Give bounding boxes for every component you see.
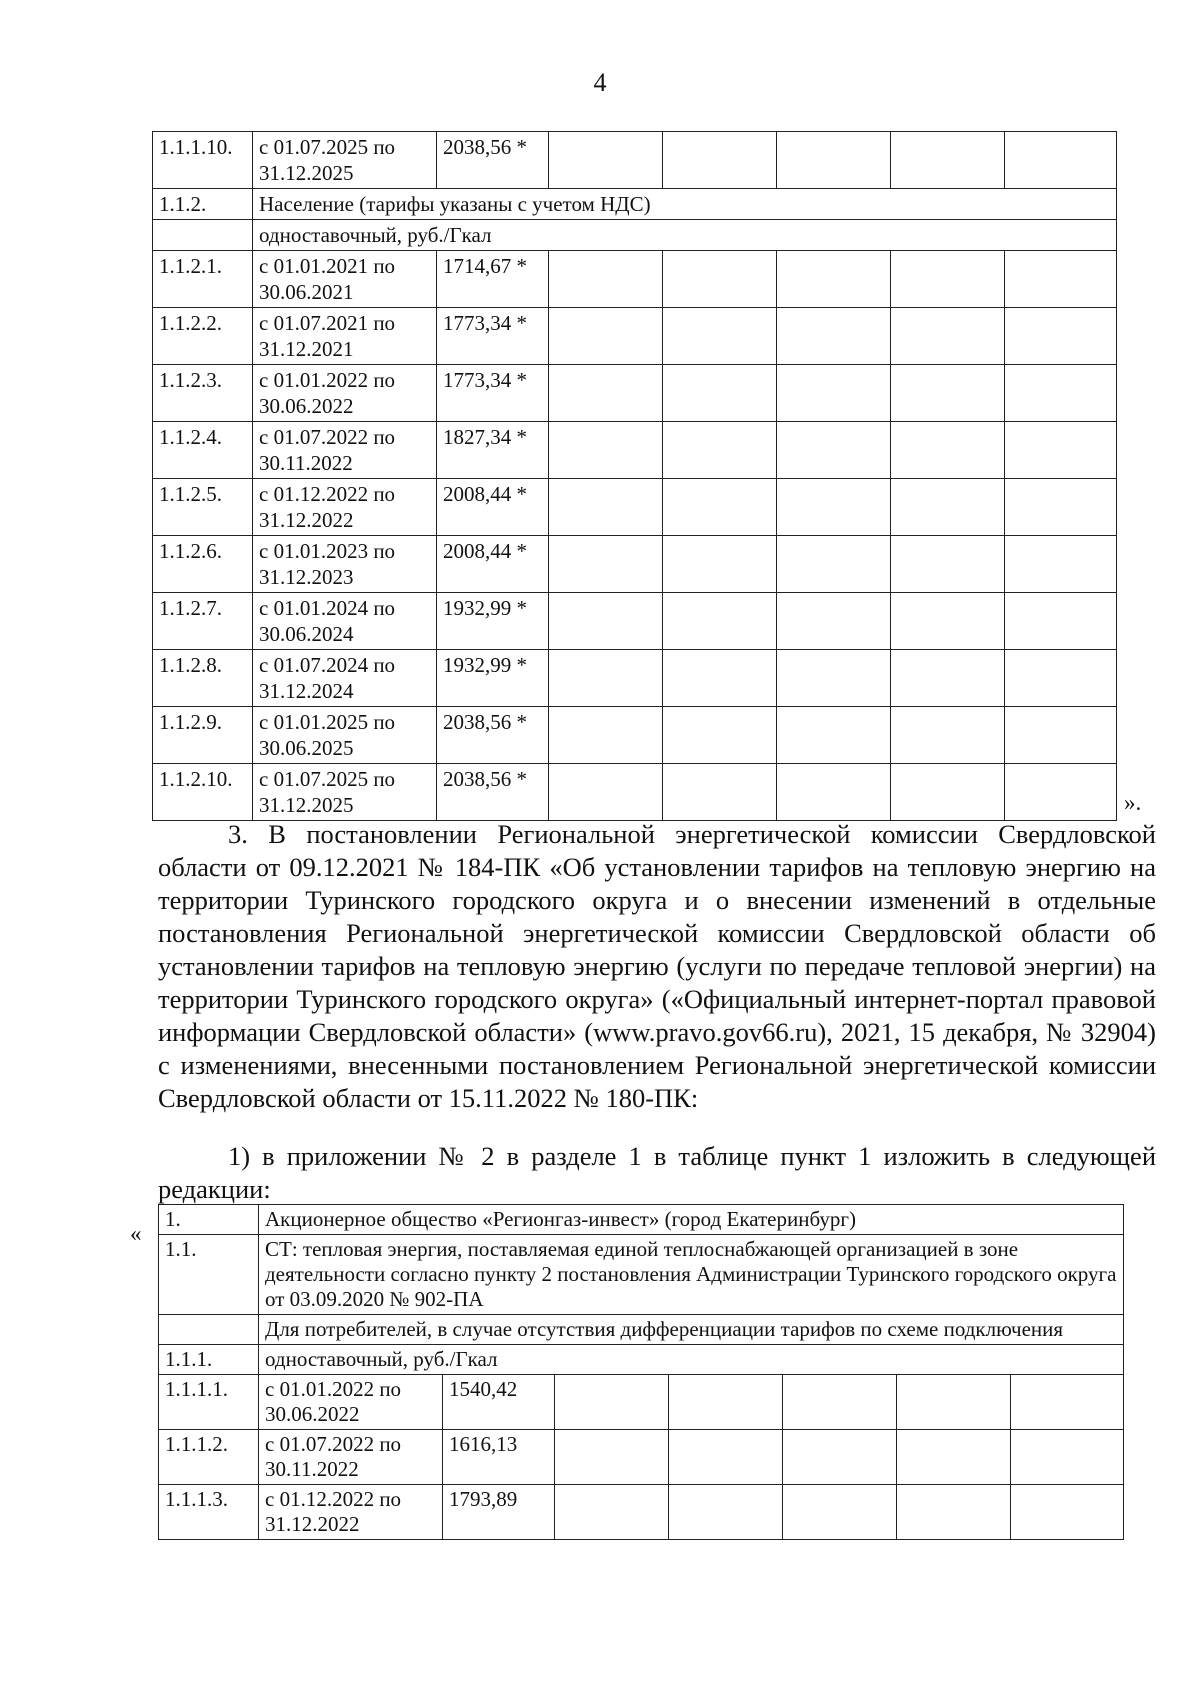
empty-cell xyxy=(555,1485,669,1540)
empty-cell xyxy=(1011,1375,1124,1430)
empty-cell xyxy=(891,536,1005,593)
empty-cell xyxy=(549,650,663,707)
empty-cell xyxy=(1005,365,1117,422)
empty-cell xyxy=(549,308,663,365)
page-number: 4 xyxy=(593,68,607,97)
empty-cell xyxy=(891,308,1005,365)
empty-cell xyxy=(669,1375,783,1430)
period-cell: с 01.01.2024 по 30.06.2024 xyxy=(253,593,437,650)
amendment-paragraph-3: 3. В постановлении Региональной энергетической комиссии Свердловской области от 09.12.2021 № 184-ПК «Об установлении тарифов на тепловую энергию на территории Туринского городского округа и о внесении изменений в отдельные постановления Региональной энергетической комиссии Свердловской области об установлении тарифов на тепловую энергию (услуги по передаче тепловой энергии) на территории Туринского городского округа» («Официальный интернет-портал правовой информации Свердловской области» (www.pravo.gov66.ru), 2021, 15 декабря, № 32904) с изменениями, внесенными постановлением Региональной энергетической комиссии Свердловской области от 15.11.2022 № 180-ПК: xyxy=(158,819,1156,1113)
tariff-value: 1932,99 * xyxy=(437,593,549,650)
empty-cell xyxy=(1005,707,1117,764)
row-number: 1.1.2.9. xyxy=(153,707,253,764)
empty-cell xyxy=(1005,251,1117,308)
empty-cell xyxy=(669,1430,783,1485)
period-cell: с 01.01.2023 по 31.12.2023 xyxy=(253,536,437,593)
empty-cell xyxy=(663,251,777,308)
row-number: 1.1.2.5. xyxy=(153,479,253,536)
tariff-value: 1616,13 xyxy=(443,1430,555,1485)
empty-cell xyxy=(777,479,891,536)
table-row xyxy=(153,593,1117,650)
table-row xyxy=(153,764,1117,821)
section-title: Акционерное общество «Регионгаз-инвест» (город Екатеринбург) xyxy=(259,1205,1124,1235)
empty-cell xyxy=(663,650,777,707)
period-cell: с 01.01.2022 по 30.06.2022 xyxy=(253,365,437,422)
empty-cell xyxy=(1005,308,1117,365)
table-row xyxy=(153,189,1117,220)
empty-cell xyxy=(891,707,1005,764)
table-row xyxy=(153,707,1117,764)
empty-cell xyxy=(555,1430,669,1485)
empty-cell xyxy=(777,650,891,707)
section-title: Население (тарифы указаны с учетом НДС) xyxy=(253,189,1117,220)
tariff-value: 1714,67 * xyxy=(437,251,549,308)
tariff-value: 1540,42 xyxy=(443,1375,555,1430)
empty-cell xyxy=(897,1430,1011,1485)
empty-cell xyxy=(783,1430,897,1485)
period-cell: с 01.01.2021 по 30.06.2021 xyxy=(253,251,437,308)
empty-cell xyxy=(777,707,891,764)
empty-cell xyxy=(1005,764,1117,821)
empty-cell xyxy=(783,1375,897,1430)
row-number: 1. xyxy=(159,1205,259,1235)
empty-cell xyxy=(777,365,891,422)
empty-cell xyxy=(663,132,777,189)
empty-cell xyxy=(663,308,777,365)
empty-cell xyxy=(1005,536,1117,593)
tariff-value: 1932,99 * xyxy=(437,650,549,707)
table-row xyxy=(153,479,1117,536)
empty-cell xyxy=(669,1485,783,1540)
tariff-value: 2008,44 * xyxy=(437,479,549,536)
tariff-value: 2008,44 * xyxy=(437,536,549,593)
empty-cell xyxy=(777,422,891,479)
empty-cell xyxy=(1005,593,1117,650)
period-cell: с 01.07.2022 по 30.11.2022 xyxy=(253,422,437,479)
empty-cell xyxy=(663,536,777,593)
closing-quote: ». xyxy=(1124,790,1142,815)
empty-cell xyxy=(663,422,777,479)
table-row xyxy=(153,650,1117,707)
empty-cell xyxy=(891,422,1005,479)
empty-cell xyxy=(897,1375,1011,1430)
empty-cell xyxy=(891,132,1005,189)
period-cell: с 01.12.2022 по 31.12.2022 xyxy=(259,1485,443,1540)
empty-cell xyxy=(1005,422,1117,479)
tariff-table-regiongaz xyxy=(158,1204,1124,1540)
empty-cell xyxy=(549,422,663,479)
period-cell: с 01.07.2022 по 30.11.2022 xyxy=(259,1430,443,1485)
empty-cell xyxy=(783,1485,897,1540)
empty-cell xyxy=(891,650,1005,707)
row-number: 1.1. xyxy=(159,1235,259,1315)
table-row xyxy=(159,1345,1124,1375)
empty-cell xyxy=(549,764,663,821)
row-number: 1.1.2.10. xyxy=(153,764,253,821)
empty-cell xyxy=(549,593,663,650)
empty-cell xyxy=(891,764,1005,821)
table-row xyxy=(153,536,1117,593)
section-title: СТ: тепловая энергия, поставляемая единой теплоснабжающей организацией в зоне деятельности согласно пункту 2 постановления Администрации Туринского городского округа от 03.09.2020 № 902-ПА xyxy=(259,1235,1124,1315)
period-cell: с 01.07.2025 по 31.12.2025 xyxy=(253,764,437,821)
empty-cell xyxy=(1005,479,1117,536)
table-row xyxy=(159,1235,1124,1315)
empty-cell xyxy=(777,536,891,593)
row-number: 1.1.2.2. xyxy=(153,308,253,365)
table-row xyxy=(159,1485,1124,1540)
empty-cell xyxy=(897,1485,1011,1540)
empty-cell xyxy=(1005,132,1117,189)
empty-cell xyxy=(777,308,891,365)
empty-cell xyxy=(549,707,663,764)
table-row xyxy=(153,422,1117,479)
tariff-value: 2038,56 * xyxy=(437,132,549,189)
empty-cell xyxy=(777,251,891,308)
subheader-title: Для потребителей, в случае отсутствия дифференциации тарифов по схеме подключения xyxy=(259,1315,1124,1345)
table-row xyxy=(153,251,1117,308)
period-cell: с 01.07.2024 по 31.12.2024 xyxy=(253,650,437,707)
period-cell: с 01.07.2025 по 31.12.2025 xyxy=(253,132,437,189)
section-title: одноставочный, руб./Гкал xyxy=(259,1345,1124,1375)
table-row xyxy=(159,1375,1124,1430)
opening-quote: « xyxy=(130,1221,142,1246)
row-number: 1.1.1.10. xyxy=(153,132,253,189)
empty-cell xyxy=(159,1315,259,1345)
tariff-value: 1773,34 * xyxy=(437,365,549,422)
table-row xyxy=(159,1205,1124,1235)
row-number: 1.1.1.1. xyxy=(159,1375,259,1430)
table-row xyxy=(153,132,1117,189)
period-cell: с 01.01.2022 по 30.06.2022 xyxy=(259,1375,443,1430)
tariff-value: 2038,56 * xyxy=(437,707,549,764)
table-row xyxy=(153,220,1117,251)
tariff-value: 2038,56 * xyxy=(437,764,549,821)
empty-cell xyxy=(153,220,253,251)
empty-cell xyxy=(663,479,777,536)
empty-cell xyxy=(555,1375,669,1430)
row-number: 1.1.2.4. xyxy=(153,422,253,479)
empty-cell xyxy=(1011,1430,1124,1485)
table-row xyxy=(153,308,1117,365)
empty-cell xyxy=(891,479,1005,536)
empty-cell xyxy=(891,593,1005,650)
empty-cell xyxy=(663,764,777,821)
row-number: 1.1.2.3. xyxy=(153,365,253,422)
row-number: 1.1.2.8. xyxy=(153,650,253,707)
empty-cell xyxy=(549,536,663,593)
row-number: 1.1.2.1. xyxy=(153,251,253,308)
empty-cell xyxy=(663,593,777,650)
table-row xyxy=(153,365,1117,422)
period-cell: с 01.12.2022 по 31.12.2022 xyxy=(253,479,437,536)
tariff-value: 1773,34 * xyxy=(437,308,549,365)
empty-cell xyxy=(1011,1485,1124,1540)
subheader-title: одноставочный, руб./Гкал xyxy=(253,220,1117,251)
empty-cell xyxy=(777,132,891,189)
row-number: 1.1.2.7. xyxy=(153,593,253,650)
empty-cell xyxy=(663,365,777,422)
empty-cell xyxy=(1005,650,1117,707)
tariff-value: 1793,89 xyxy=(443,1485,555,1540)
table-row xyxy=(159,1315,1124,1345)
empty-cell xyxy=(549,365,663,422)
row-number: 1.1.1. xyxy=(159,1345,259,1375)
row-number: 1.1.1.3. xyxy=(159,1485,259,1540)
tariff-value: 1827,34 * xyxy=(437,422,549,479)
empty-cell xyxy=(549,479,663,536)
empty-cell xyxy=(663,707,777,764)
empty-cell xyxy=(891,251,1005,308)
empty-cell xyxy=(549,251,663,308)
tariff-table-population xyxy=(152,131,1117,821)
row-number: 1.1.1.2. xyxy=(159,1430,259,1485)
empty-cell xyxy=(891,365,1005,422)
row-number: 1.1.2. xyxy=(153,189,253,220)
empty-cell xyxy=(549,132,663,189)
empty-cell xyxy=(777,593,891,650)
amendment-subparagraph-1: 1) в приложении № 2 в разделе 1 в таблице пункт 1 изложить в следующей редакции: xyxy=(158,1141,1156,1204)
empty-cell xyxy=(777,764,891,821)
period-cell: с 01.07.2021 по 31.12.2021 xyxy=(253,308,437,365)
table-row xyxy=(159,1430,1124,1485)
period-cell: с 01.01.2025 по 30.06.2025 xyxy=(253,707,437,764)
row-number: 1.1.2.6. xyxy=(153,536,253,593)
